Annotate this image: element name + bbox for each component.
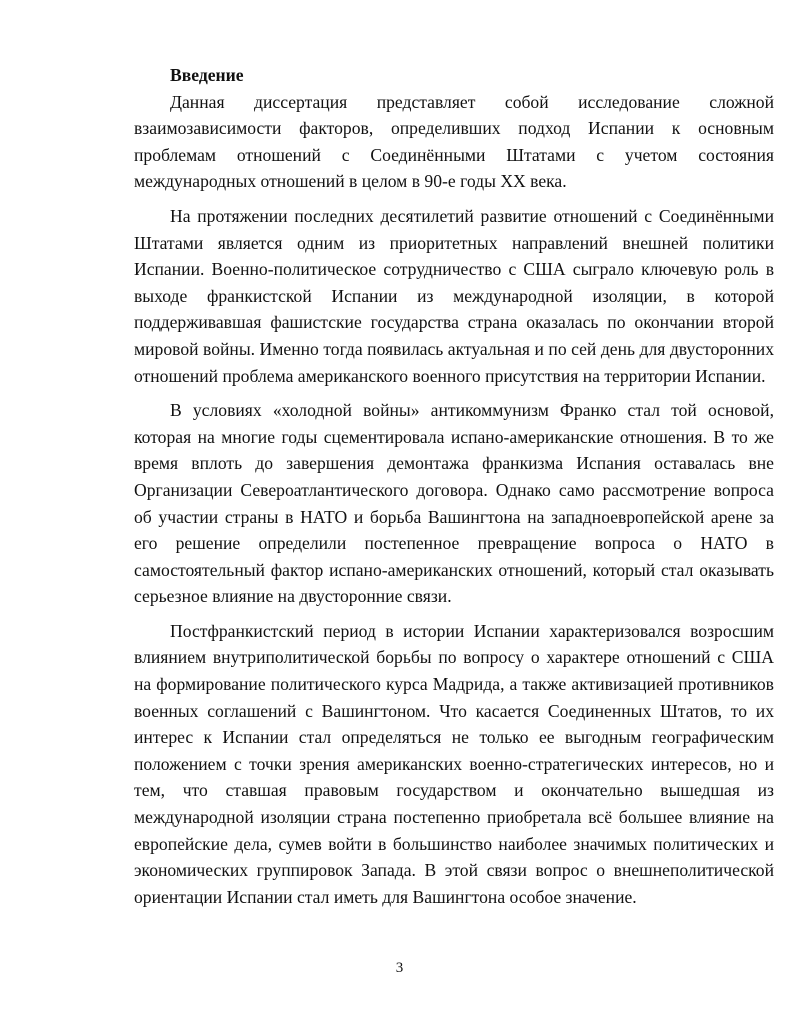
page-number: 3: [395, 960, 404, 976]
paragraph-2: На протяжении последних десятилетий развитие отношений с Соединёнными Штатами является одним из приоритетных направлений внешней политики Испании. Военно-политическое сотрудничество с США сыграло ключевую роль в выходе франкистской Испании из международной изоляции, в которой поддерживавшая фашистские государства страна оказалась по окончании второй мировой войны. Именно тогда появилась актуальная и по сей день для двусторонних отношений проблема американского военного присутствия на территории Испании.: [134, 205, 774, 386]
section-heading: Введение: [170, 65, 244, 85]
document-body: [134, 62, 774, 910]
paragraph-3: В условиях «холодной войны» антикоммунизм Франко стал той основой, которая на многие годы сцементировала испано-американские отношения. В то же время вплоть до завершения демонтажа франкизма Испания оставалась вне Организации Североатлантического договора. Однако само рассмотрение вопроса об участии страны в НАТО и борьба Вашингтона на западноевропейской арене за его решение определили постепенное превращение вопроса о НАТО в самостоятельный фактор испано-американских отношений, который стал оказывать серьезное влияние на двусторонние связи.: [134, 400, 774, 607]
paragraph-1: Данная диссертация представляет собой исследование сложной взаимозависимости факторов, определивших подход Испании к основным проблемам отношений с Соединёнными Штатами с учетом состояния международных отношений в целом в 90-е годы XX века.: [134, 91, 774, 192]
paragraph-4: Постфранкистский период в истории Испании характеризовался возросшим влиянием внутриполитической борьбы по вопросу о характере отношений с США на формирование политического курса Мадрида, а также активизацией противников военных соглашений с Вашингтоном. Что касается Соединенных Штатов, то их интерес к Испании стал определяться не только ее выгодным географическим положением с точки зрения американских военно-стратегических интересов, но и тем, что ставшая правовым государством и окончательно вышедшая из международной изоляции страна постепенно приобретала всё большее влияние на европейские дела, сумев войти в большинство наиболее значимых политических и экономических группировок Запада. В этой связи вопрос о внешнеполитической ориентации Испании стал иметь для Вашингтона особое значение.: [134, 620, 774, 907]
